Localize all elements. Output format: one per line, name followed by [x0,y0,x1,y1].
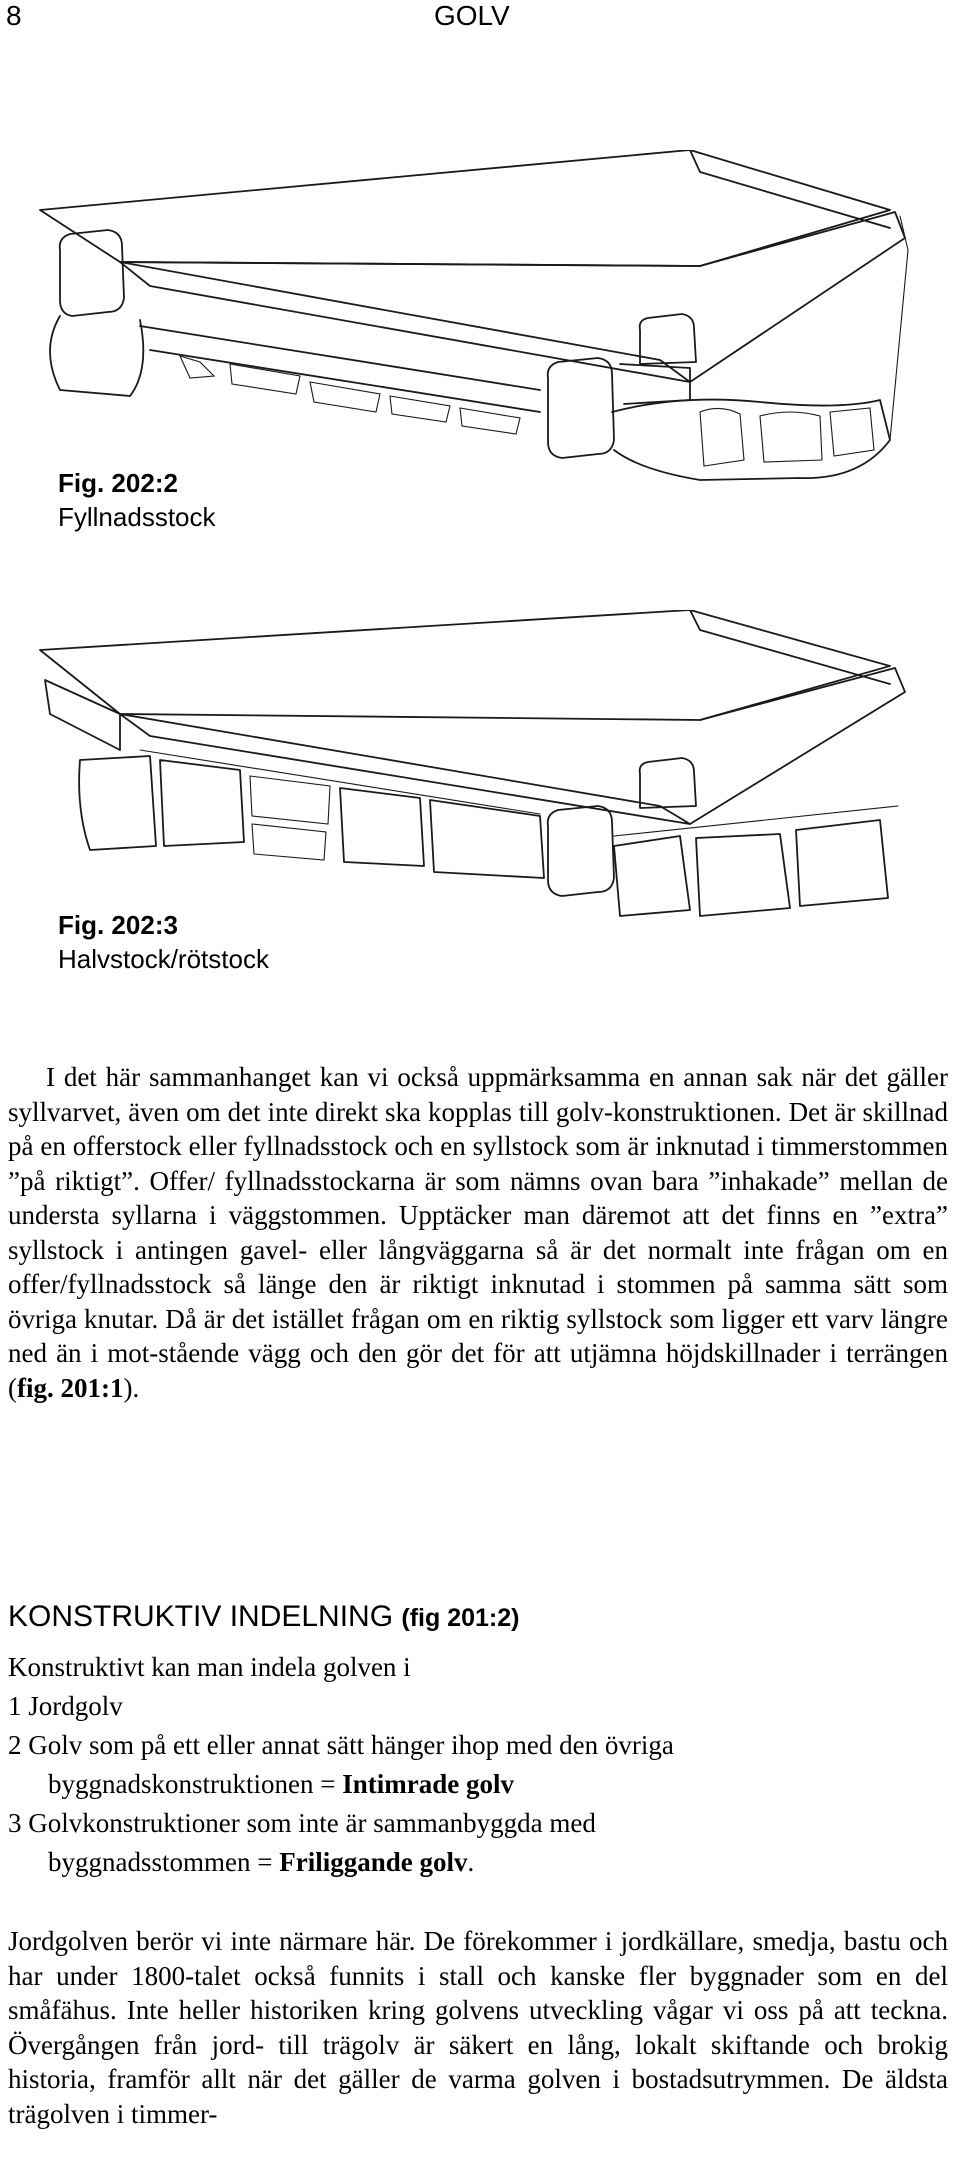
figure-title: Fyllnadsstock [58,502,216,532]
figure-fyllnadsstock-drawing [0,150,960,510]
figure-number: Fig. 202:3 [58,910,178,940]
figure-caption-1 [58,466,216,534]
list-item [8,1804,948,1882]
running-header: GOLV [434,0,510,31]
section-heading [8,1600,520,1634]
page-number: 8 [6,0,22,31]
fyllnadsstock-illustration [0,150,960,510]
list-item-line: 2 Golv som på ett eller annat sätt hänger ihop med den övriga [8,1730,674,1760]
figure-halvstock-drawing [0,610,960,950]
intro-text: I det här sammanhanget kan vi också uppmärksamma en annan sak när det gäller syllvarvet, även om det inte direkt ska kopplas till golv-konstruktionen. Det är skillnad på en offerstock eller fyllnadsstock och en syllstock som är inknutad i timmerstommen ”på riktigt”. Offer/ fyllnadsstockarna är som nämns ovan bara ”inhakade” mellan de understa syllarna i väggstommen. Upptäcker man däremot att det finns en ”extra” syllstock i antingen gavel- eller långväggarna så är det normalt inte frågan om en offer/fyllnadsstock så länge den är riktigt inknutad i stommen på samma sätt som övriga knutar. Då är det istället frågan om en riktig syllstock som ligger ett varv längre ned än i mot-stående vägg och den gör det för att utjämna höjdskillnader i terrängen ( [8,1062,948,1403]
halvstock-illustration [0,610,960,950]
list-item-tail: . [467,1847,475,1877]
term-friliggande-golv: Friliggande golv [279,1847,468,1877]
list-item: 1 Jordgolv [8,1691,123,1721]
list-item [8,1726,948,1804]
section-figure-reference: (fig 201:2) [401,1604,520,1632]
figure-number: Fig. 202:2 [58,468,178,498]
list-item-text: byggnadsstommen = [48,1847,280,1877]
intro-paragraph [8,1060,948,1405]
classification-list [8,1648,948,1882]
list-item-line: 3 Golvkonstruktioner som inte är sammanbyggda med [8,1808,596,1838]
list-item-text: byggnadskonstruktionen = [48,1769,343,1799]
list-lead: Konstruktivt kan man indela golven i [8,1652,411,1682]
figure-title: Halvstock/rötstock [58,944,269,974]
figure-caption-2 [58,908,269,976]
term-intimrade-golv: Intimrade golv [342,1769,514,1799]
list-item-continuation [8,1843,948,1882]
figure-reference: fig. 201:1 [17,1372,124,1403]
intro-text-end: ). [123,1372,140,1403]
section-title: KONSTRUKTIV INDELNING [8,1600,394,1633]
closing-paragraph: Jordgolven berör vi inte närmare här. De förekommer i jordkällare, smedja, bastu och har under 1800-talet också funnits i stall och kanske fler byggnader som en del småfähus. Inte heller historiken kring golvens utveckling vågar vi oss på att teckna. Övergången från jord- till trägolv är säkert en lång, lokalt skiftande och brokig historia, framför allt när det gäller de varma golven i bostadsutrymmen. De äldsta trägolven i timmer- [8,1926,948,2129]
list-item-continuation [8,1765,948,1804]
